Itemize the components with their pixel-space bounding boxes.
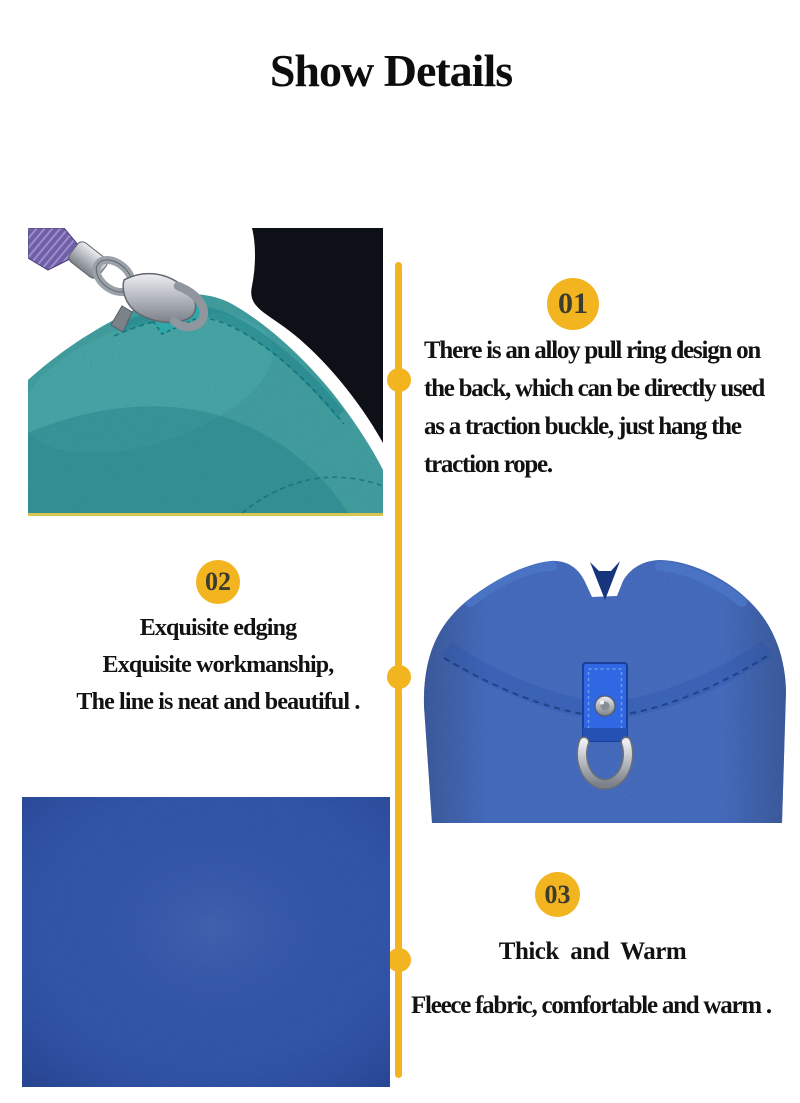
photo-edge-line — [28, 513, 383, 516]
text-line: Exquisite edging — [139, 615, 297, 641]
text-line: traction rope. — [424, 451, 552, 478]
page-title: Show Details — [269, 45, 513, 96]
section-02-badge: 02 — [196, 560, 240, 604]
timeline-node-1 — [387, 368, 411, 392]
text-line: as a traction buckle, just hang the — [424, 413, 741, 440]
photo-blue-fleece-fabric-closeup — [22, 797, 390, 1087]
section-01-text — [424, 332, 796, 484]
text-line: There is an alloy pull ring design on — [424, 337, 761, 364]
section-02-text — [18, 610, 418, 721]
section-03-badge: 03 — [535, 872, 580, 917]
text-line: The line is neat and beautiful . — [76, 689, 360, 715]
photo-teal-fleece-back-with-leash-clasp — [28, 228, 383, 513]
collar-notch — [590, 561, 620, 600]
section-03-heading: Thick and Warm — [498, 938, 687, 965]
photo-blue-vest-collar-with-d-ring — [418, 530, 793, 823]
text-line: the back, which can be directly used — [424, 375, 764, 402]
text-line: Exquisite workmanship, — [102, 652, 334, 678]
section-01-badge: 01 — [547, 278, 599, 330]
section-03-text: Fleece fabric, comfortable and warm . — [411, 992, 771, 1019]
